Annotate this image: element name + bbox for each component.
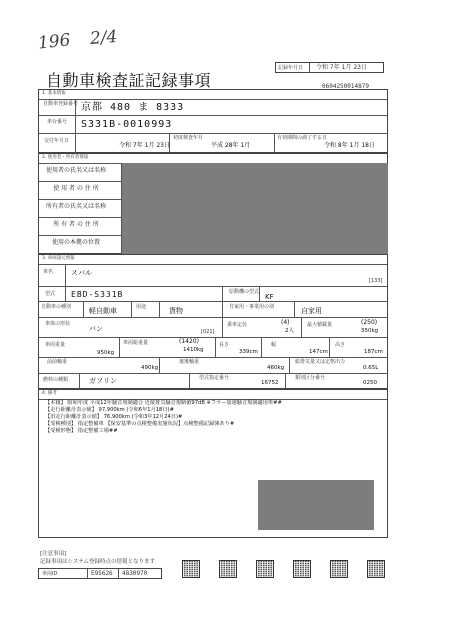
reg-no-label: 自動車登録番号 — [43, 101, 79, 107]
kind: 軽自動車 — [89, 307, 117, 315]
displacement-label: 総排気量又は定格出力 — [295, 359, 346, 365]
use-label: 用途 — [136, 304, 147, 310]
record-date: 令和 7年 1月 23日 — [316, 64, 367, 71]
remark-line: 【受検種別】 指定整備車 【保安基準の点検整備実施状況】点検整備記録簿あり# — [45, 421, 235, 427]
maker-label: 車名 — [43, 269, 54, 275]
owner-section-title: 2. 使用者・所有者情報 — [42, 155, 89, 160]
remark-line: 【旧走行距離計表示値】 76,900km (令和3年12月24日)# — [45, 414, 183, 420]
maker: スバル — [71, 269, 92, 277]
vehicle-id-a: E95626 — [91, 570, 113, 577]
model: EBD-S331B — [71, 290, 124, 299]
handwritten-number: 196 — [37, 30, 72, 54]
first-reg-label: 初度検査年月 — [173, 135, 204, 141]
notice-text: 記録事項はシステム登録時点の情報となります — [40, 559, 155, 565]
basic-section-title: 1. 基本情報 — [42, 91, 66, 96]
document-title: 自動車検査証記録事項 — [46, 71, 212, 90]
vehicle-spec-section — [38, 254, 388, 389]
displacement: 0.65L — [363, 365, 379, 371]
body: バン — [89, 325, 103, 333]
weight: 950kg — [97, 350, 115, 356]
user-name-label: 使用者の氏名又は名称 — [45, 167, 106, 174]
basic-info-section — [38, 89, 388, 153]
base-location-label: 使用の本拠の位置 — [51, 239, 100, 246]
user-address-label: 使 用 者 の 住 所 — [53, 185, 99, 192]
max-load-label: 最大積載量 — [307, 322, 333, 328]
weight-label: 車両重量 — [45, 342, 66, 348]
gross: 1410kg — [183, 347, 204, 353]
qr-code-4 — [293, 560, 311, 578]
owner-redaction — [122, 163, 388, 254]
record-date-box — [275, 62, 384, 73]
issue-date-label: 交付年月日 — [44, 138, 70, 144]
height-label: 高さ — [335, 342, 346, 348]
qr-code-5 — [330, 560, 348, 578]
type-no: 16752 — [261, 380, 279, 386]
chassis-label: 車台番号 — [47, 119, 68, 125]
document-number: 0604250014879 — [322, 83, 369, 90]
vehicle-section-title: 3. 車両諸元情報 — [42, 256, 75, 261]
remark-line: 【受検形態】 指定整備工場## — [45, 428, 118, 434]
qr-code-2 — [219, 560, 237, 578]
qr-code-3 — [256, 560, 274, 578]
length: 339cm — [239, 349, 258, 355]
qr-code-1 — [182, 560, 200, 578]
body-code: [021] — [201, 329, 215, 335]
remarks-redaction — [258, 480, 374, 530]
front-axle: 490kg — [141, 365, 159, 371]
capacity-paren: (4) — [281, 319, 290, 326]
vehicle-id-label: 車両ID — [42, 571, 58, 577]
class-no: 0250 — [363, 380, 377, 386]
width-label: 幅 — [271, 342, 277, 348]
fuel-label: 燃料の種類 — [43, 377, 69, 383]
vehicle-id-b: 4830970 — [122, 570, 148, 577]
height: 187cm — [364, 349, 383, 355]
purpose: 自家用 — [301, 307, 322, 315]
first-reg: 平成 28年 1月 — [211, 142, 251, 149]
remarks-section-title: 4. 備考 — [42, 391, 57, 396]
reg-no: 京都 480 ま 8333 — [81, 102, 185, 113]
qr-code-6 — [367, 560, 385, 578]
front-axle-label: 前前軸重 — [47, 359, 68, 365]
expiry-label: 有効期間の満了する日 — [277, 135, 328, 141]
length-label: 長さ — [219, 342, 230, 348]
use: 貨物 — [169, 307, 183, 315]
maker-code: [133] — [369, 278, 383, 284]
max-load: 350kg — [361, 328, 379, 334]
width: 147cm — [309, 349, 328, 355]
owner-address-label: 所 有 者 の 住 所 — [53, 221, 99, 228]
kind-label: 自動車の種別 — [41, 304, 72, 310]
fuel: ガソリン — [89, 377, 117, 385]
chassis-number: S331B-0010993 — [81, 119, 173, 130]
class-no-label: 類別区分番号 — [295, 375, 326, 381]
handwritten-mark: 2/4 — [89, 27, 119, 49]
max-load-paren: (250) — [361, 319, 378, 326]
issue-date: 令和 7年 1月 23日 — [119, 142, 170, 149]
engine-label: 原動機の型式 — [229, 289, 260, 295]
gross-paren: (1420) — [179, 338, 199, 345]
rear-axle: 460kg — [267, 365, 285, 371]
vehicle-id-box — [38, 568, 162, 579]
capacity: 2人 — [285, 328, 294, 334]
remark-line: 【本籍】 昭和年度 平成12年騒音規制適合 近接排気騒音規制値97dB ※フラー加速騒音規制適用車## — [45, 400, 282, 406]
remark-line: 【走行距離計表示値】 97,900km (令和6年1月18日)# — [45, 407, 174, 413]
expiry-date: 令和 8年 1月 18日 — [324, 142, 375, 149]
gross-label: 車両総重量 — [123, 340, 149, 346]
body-label: 車体の形状 — [45, 321, 71, 327]
rear-axle-label: 後後軸重 — [179, 359, 200, 365]
model-label: 型式 — [45, 291, 56, 297]
owner-name-label: 所有者の氏名又は名称 — [45, 203, 106, 210]
capacity-label: 乗車定員 — [227, 322, 248, 328]
purpose-label: 自家用・事業用の別 — [229, 304, 275, 310]
notice-label: [注意事項] — [40, 551, 67, 557]
record-date-label: 記録年月日 — [278, 65, 304, 71]
engine: KF — [265, 293, 274, 301]
type-no-label: 型式指定番号 — [199, 375, 230, 381]
